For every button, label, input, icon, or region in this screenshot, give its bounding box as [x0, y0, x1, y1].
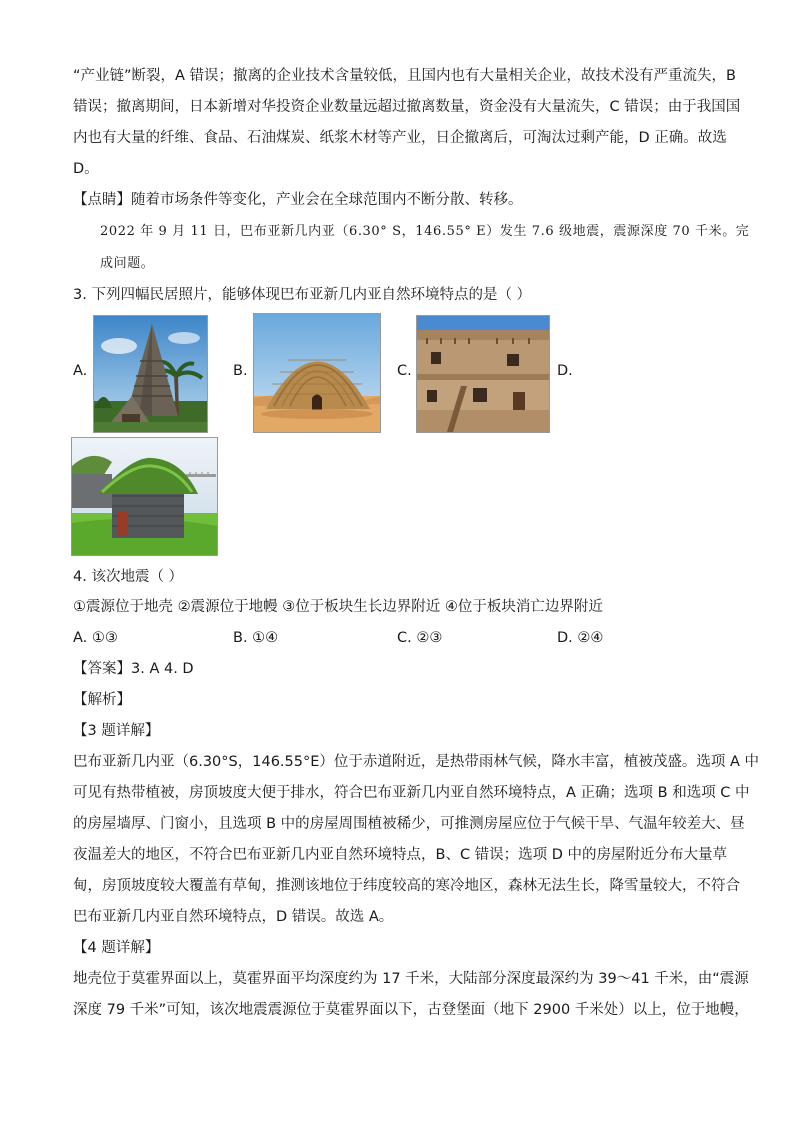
photo-option-c	[416, 315, 550, 433]
option-label-c: C.	[397, 363, 412, 379]
text-line: 深度 79 千米”可知，该次地震震源位于莫霍界面以下，古登堡面（地下 2900 千米处）以上，位于地幔，	[73, 1002, 749, 1018]
question-4-stem: 4. 该次地震（ ）	[73, 569, 184, 585]
dianjing-text: 【点睛】随着市场条件等变化，产业会在全球范围内不断分散、转移。	[73, 192, 523, 208]
option-label-b: B.	[233, 363, 248, 379]
question-intro: 成问题。	[100, 256, 155, 271]
option-label-a: A.	[73, 363, 88, 379]
text-line: 甸，房顶坡度较大覆盖有草甸，推测该地位于纬度较高的寒冷地区，森林无法生长，降雪量较大，不符合	[73, 878, 740, 894]
text-line: 错误；撤离期间，日本新增对华投资企业数量远超过撤离数量，资金没有大量流失，C 错误；由于我国国	[73, 99, 741, 115]
q3-detail-title: 【3 题详解】	[73, 723, 160, 739]
answer-line: 【答案】3. A 4. D	[73, 661, 194, 677]
text-line: 的房屋墙厚、门窗小，且选项 B 中的房屋周围植被稀少，可推测房屋应位于气候干旱、气温年较差大、昼	[73, 816, 745, 832]
text-line: 巴布亚新几内亚（6.30°S，146.55°E）位于赤道附近，是热带雨林气候，降水丰富，植被茂盛。选项 A 中	[73, 754, 760, 770]
photo-option-d	[71, 437, 218, 556]
text-line: 夜温差大的地区，不符合巴布亚新几内亚自然环境特点，B、C 错误；选项 D 中的房屋附近分布大量草	[73, 847, 728, 863]
option-label-d: D.	[557, 363, 573, 379]
text-line: 可见有热带植被，房顶坡度大便于排水，符合巴布亚新几内亚自然环境特点，A 正确；选项 B 和选项 C 中	[73, 785, 750, 801]
question-4-statements: ①震源位于地壳 ②震源位于地幔 ③位于板块生长边界附近 ④位于板块消亡边界附近	[73, 599, 603, 615]
option-d: D. ②④	[557, 630, 604, 646]
analysis-heading: 【解析】	[73, 692, 131, 708]
q4-detail-title: 【4 题详解】	[73, 940, 160, 956]
option-a: A. ①③	[73, 630, 118, 646]
text-line: “产业链”断裂，A 错误；撤离的企业技术含量较低，且国内也有大量相关企业，故技术没有严重流失，B	[73, 68, 736, 84]
text-line: 内也有大量的纤维、食品、石油煤炭、纸浆木材等产业，日企撤离后，可淘汰过剩产能，D 正确。故选	[73, 130, 727, 146]
text-line: 地壳位于莫霍界面以上，莫霍界面平均深度约为 17 千米，大陆部分深度最深约为 39～41 千米，由“震源	[73, 971, 749, 987]
question-intro: 2022 年 9 月 11 日，巴布亚新几内亚（6.30° S，146.55° E）发生 7.6 级地震，震源深度 70 千米。完	[100, 224, 750, 239]
question-3-stem: 3. 下列四幅民居照片，能够体现巴布亚新几内亚自然环境特点的是（ ）	[73, 287, 532, 303]
option-b: B. ①④	[233, 630, 279, 646]
text-line: 巴布亚新几内亚自然环境特点，D 错误。故选 A。	[73, 909, 394, 925]
photo-option-b	[253, 313, 381, 433]
option-c: C. ②③	[397, 630, 443, 646]
text-line: D。	[73, 161, 99, 177]
photo-option-a	[93, 315, 208, 433]
